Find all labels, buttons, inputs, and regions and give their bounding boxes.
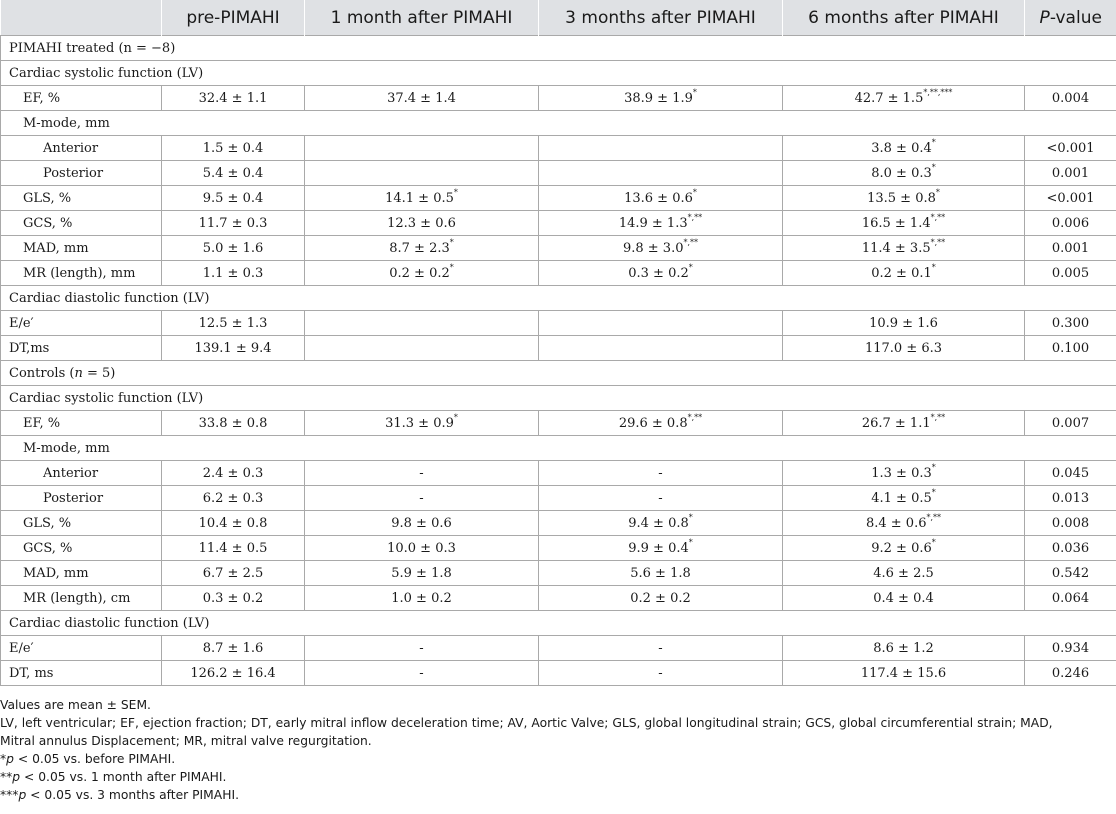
p-value-cell: 0.006 [1025,211,1116,236]
table-cell: 0.3 ± 0.2* [539,261,783,286]
section-title-treated: PIMAHI treated (n = −8) [1,36,1116,61]
table-cell: 11.4 ± 0.5 [162,536,305,561]
table-cell: 0.2 ± 0.2* [305,261,539,286]
subsection-title: Cardiac systolic function (LV) [1,386,1116,411]
table-cell: 9.8 ± 0.6 [305,511,539,536]
table-cell: - [539,636,783,661]
row-label: GCS, % [1,211,162,236]
table-row [1,186,1116,211]
header-p-value: P-value [1025,0,1116,36]
table-cell: 0.2 ± 0.1* [783,261,1025,286]
table-cell: 26.7 ± 1.1*,** [783,411,1025,436]
subsection-title: Cardiac diastolic function (LV) [1,611,1116,636]
table-cell: - [539,461,783,486]
footnote-double-star: **p < 0.05 vs. 1 month after PIMAHI. [0,770,227,784]
p-value-cell: 0.036 [1025,536,1116,561]
row-label: MAD, mm [1,236,162,261]
table-row [1,136,1116,161]
table-cell: 5.9 ± 1.8 [305,561,539,586]
table-cell: 31.3 ± 0.9* [305,411,539,436]
table-cell: 38.9 ± 1.9* [539,86,783,111]
p-value-cell: 0.001 [1025,236,1116,261]
subsection-title: Cardiac diastolic function (LV) [1,286,1116,311]
table-cell: 13.6 ± 0.6* [539,186,783,211]
table-cell: 6.2 ± 0.3 [162,486,305,511]
table-cell: 8.4 ± 0.6*,** [783,511,1025,536]
table-cell [305,311,539,336]
table-cell: 139.1 ± 9.4 [162,336,305,361]
table-cell [539,161,783,186]
table-row [1,236,1116,261]
row-label: GLS, % [1,186,162,211]
table-cell: - [305,486,539,511]
table-cell: 8.7 ± 2.3* [305,236,539,261]
p-value-cell: 0.100 [1025,336,1116,361]
table-cell [305,161,539,186]
table-cell: 5.6 ± 1.8 [539,561,783,586]
table-row [1,536,1116,561]
p-value-cell: 0.246 [1025,661,1116,686]
table-row [1,636,1116,661]
table-cell: 6.7 ± 2.5 [162,561,305,586]
table-cell: 8.6 ± 1.2 [783,636,1025,661]
row-label: Posterior [1,161,162,186]
table-cell: 11.7 ± 0.3 [162,211,305,236]
subsection-row [1,286,1116,311]
header-pre: pre-PIMAHI [162,0,305,36]
table-cell: 5.0 ± 1.6 [162,236,305,261]
table-cell: 29.6 ± 0.8*,** [539,411,783,436]
table-cell: 8.0 ± 0.3* [783,161,1025,186]
row-label: MR (length), mm [1,261,162,286]
row-label: MAD, mm [1,561,162,586]
table-row [1,311,1116,336]
table-cell: - [539,486,783,511]
header-3-months: 3 months after PIMAHI [539,0,783,36]
table-cell: 9.9 ± 0.4* [539,536,783,561]
section-title-controls: Controls (n = 5) [1,361,1116,386]
table-cell: 0.2 ± 0.2 [539,586,783,611]
p-value-cell: 0.542 [1025,561,1116,586]
table-cell: 10.0 ± 0.3 [305,536,539,561]
row-label: MR (length), cm [1,586,162,611]
table-cell: 0.4 ± 0.4 [783,586,1025,611]
row-label: E/e′ [1,636,162,661]
table-cell: 1.5 ± 0.4 [162,136,305,161]
p-value-cell: <0.001 [1025,186,1116,211]
table-row [1,561,1116,586]
table-cell: 37.4 ± 1.4 [305,86,539,111]
row-label: GLS, % [1,511,162,536]
row-label: DT, ms [1,661,162,686]
p-value-cell: 0.007 [1025,411,1116,436]
header-1-month: 1 month after PIMAHI [305,0,539,36]
table-cell: 1.3 ± 0.3* [783,461,1025,486]
row-label: Posterior [1,486,162,511]
row-label: DT,ms [1,336,162,361]
table-cell: 13.5 ± 0.8* [783,186,1025,211]
subsection-row [1,611,1116,636]
subsection-row [1,61,1116,86]
p-value-cell: 0.045 [1025,461,1116,486]
table-cell: - [305,636,539,661]
table-cell: 4.6 ± 2.5 [783,561,1025,586]
table-cell [539,336,783,361]
table-cell: 1.0 ± 0.2 [305,586,539,611]
p-value-cell: 0.013 [1025,486,1116,511]
table-cell: 4.1 ± 0.5* [783,486,1025,511]
table-cell [539,136,783,161]
table-cell: 12.5 ± 1.3 [162,311,305,336]
table-cell: 14.1 ± 0.5* [305,186,539,211]
table-row [1,436,1116,461]
p-value-cell: 0.064 [1025,586,1116,611]
footnote-abbreviations-cont: Mitral annulus Displacement; MR, mitral valve regurgitation. [0,734,372,748]
row-group-label: M-mode, mm [1,111,1116,136]
table-cell: 32.4 ± 1.1 [162,86,305,111]
row-label: GCS, % [1,536,162,561]
table-row [1,111,1116,136]
table-row [1,336,1116,361]
footnote-values: Values are mean ± SEM. [0,698,151,712]
table-cell: 0.3 ± 0.2 [162,586,305,611]
table-cell: 126.2 ± 16.4 [162,661,305,686]
table-cell: 1.1 ± 0.3 [162,261,305,286]
table-cell: 16.5 ± 1.4*,** [783,211,1025,236]
table-row [1,411,1116,436]
table-cell: 9.4 ± 0.8* [539,511,783,536]
table-cell: 117.0 ± 6.3 [783,336,1025,361]
table-cell: 9.5 ± 0.4 [162,186,305,211]
footnote-abbreviations: LV, left ventricular; EF, ejection fraction; DT, early mitral inflow deceleration time; AV, Aortic Valve; GLS, global longitudinal strain; GCS, global circumferential strain; MAD, [0,716,1053,730]
table-row [1,211,1116,236]
table-cell: 42.7 ± 1.5*,**,*** [783,86,1025,111]
table-cell: - [305,461,539,486]
p-value-cell: 0.300 [1025,311,1116,336]
p-value-cell: 0.001 [1025,161,1116,186]
table-cell [539,311,783,336]
table-cell [305,136,539,161]
header-6-months: 6 months after PIMAHI [783,0,1025,36]
p-value-cell: <0.001 [1025,136,1116,161]
p-value-cell: 0.008 [1025,511,1116,536]
row-label: Anterior [1,461,162,486]
table-cell: 12.3 ± 0.6 [305,211,539,236]
row-label: EF, % [1,86,162,111]
table-footnotes [0,696,1110,804]
section-row-treated [1,36,1116,61]
table-cell: 2.4 ± 0.3 [162,461,305,486]
table-cell: 9.2 ± 0.6* [783,536,1025,561]
footnote-triple-star: ***p < 0.05 vs. 3 months after PIMAHI. [0,788,239,802]
table-cell [305,336,539,361]
footnote-single-star: *p < 0.05 vs. before PIMAHI. [0,752,176,766]
header-row [1,0,1116,36]
header-empty [1,0,162,36]
table-row [1,461,1116,486]
table-row [1,261,1116,286]
table-cell: 10.9 ± 1.6 [783,311,1025,336]
row-label: E/e′ [1,311,162,336]
row-label: EF, % [1,411,162,436]
table-row [1,586,1116,611]
subsection-row [1,386,1116,411]
table-row [1,161,1116,186]
table-cell: 14.9 ± 1.3*,** [539,211,783,236]
row-label: Anterior [1,136,162,161]
table-cell: 8.7 ± 1.6 [162,636,305,661]
row-group-label: M-mode, mm [1,436,1116,461]
table-cell: 10.4 ± 0.8 [162,511,305,536]
table-row [1,661,1116,686]
table-row [1,86,1116,111]
p-value-cell: 0.004 [1025,86,1116,111]
table-row [1,486,1116,511]
table-cell: 3.8 ± 0.4* [783,136,1025,161]
table-cell: 33.8 ± 0.8 [162,411,305,436]
table-cell: 5.4 ± 0.4 [162,161,305,186]
table-cell: 9.8 ± 3.0*,** [539,236,783,261]
table-cell: 117.4 ± 15.6 [783,661,1025,686]
table-row [1,511,1116,536]
table-cell: 11.4 ± 3.5*,** [783,236,1025,261]
table-cell: - [305,661,539,686]
p-value-cell: 0.005 [1025,261,1116,286]
p-value-cell: 0.934 [1025,636,1116,661]
subsection-title: Cardiac systolic function (LV) [1,61,1116,86]
section-row-controls [1,361,1116,386]
table-cell: - [539,661,783,686]
